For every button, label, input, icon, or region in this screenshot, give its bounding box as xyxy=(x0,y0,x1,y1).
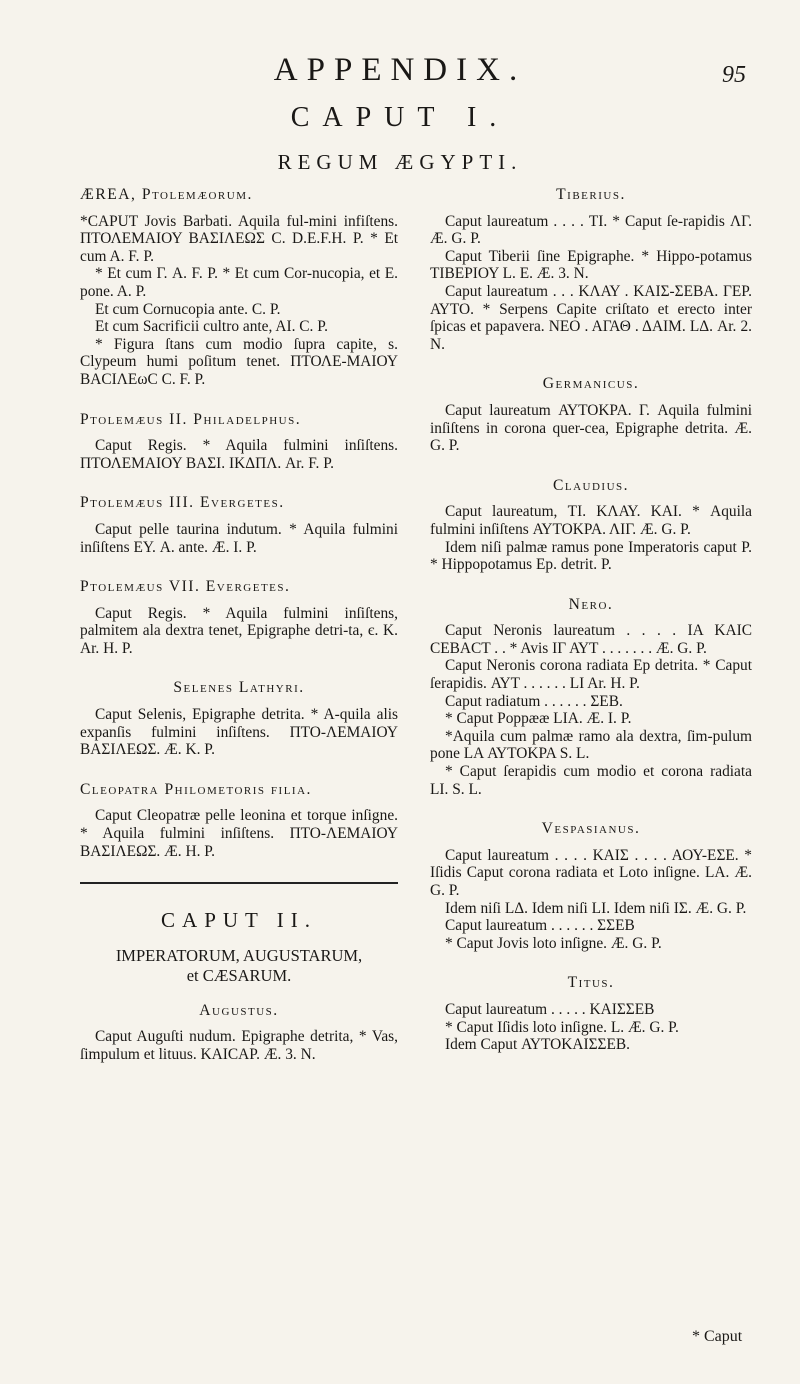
section-heading-nero: Nero. xyxy=(568,595,614,613)
entry-paragraph: Caput Neronis laureatum . . . . ΙΑ ΚΑΙC CEBACT . . * Avis ΙΓ ΑΥΤ . . . . . . . Æ. G. P. xyxy=(430,622,752,657)
entry-paragraph: * Caput Jovis loto inſigne. Æ. G. P. xyxy=(445,934,662,952)
section-heading-aerea: ÆREA, Ptolemæorum. xyxy=(80,186,253,203)
section-heading-cleopatra: Cleopatra Philometoris filia. xyxy=(80,780,312,798)
section-heading-titus: Titus. xyxy=(567,974,615,992)
right-column xyxy=(430,186,752,1054)
section-heading-vespasianus: Vespasianus. xyxy=(541,820,641,838)
running-title: APPENDIX. xyxy=(273,52,527,88)
catchword: * Caput xyxy=(692,1328,743,1345)
entry-paragraph: *Aquila cum palmæ ramo ala dextra, ſim-pulum pone LA ΑΥΤΟΚΡΑ S. L. xyxy=(430,727,752,763)
entry-paragraph: Idem Caput ΑΥΤΟΚΑΙΣΣΕΒ. xyxy=(445,1036,630,1054)
section-heading-ptolemaeus-iii: Ptolemæus III. Evergetes. xyxy=(80,494,285,512)
page-number: 95 xyxy=(722,62,746,88)
entry-paragraph: Caput laureatum, ΤΙ. ΚΛΑΥ. ΚΑΙ. * Aquila fulmini inſiſtens ΑΥΤΟΚΡΑ. ΛΙΓ. Æ. G. P. xyxy=(430,503,752,538)
entry-paragraph: * Caput ſerapidis cum modio et corona radiata LI. S. L. xyxy=(430,763,752,798)
entry-paragraph: Caput pelle taurina indutum. * Aquila fulmini inſiſtens ΕΥ. A. ante. Æ. I. P. xyxy=(80,520,398,556)
section-heading-claudius: Claudius. xyxy=(552,476,630,494)
entry-paragraph: Caput Tiberii ſine Epigraphe. * Hippo-potamus ΤΙΒΕΡΙΟΥ L. E. Æ. 3. N. xyxy=(430,247,752,283)
section-heading-tiberius: Tiberius. xyxy=(556,186,626,203)
entry-paragraph: Caput laureatum . . . . ΚΑΙΣ . . . . ΑΟΥ-ΕΣΕ. * Iſidis Caput corona radiata et Loto inſigne. LA. Æ. G. P. xyxy=(430,846,752,899)
section-heading-augustus: Augustus. xyxy=(199,1001,279,1019)
entry-paragraph: Et cum Cornucopia ante. C. P. xyxy=(95,300,281,318)
entry-paragraph: Caput Neronis corona radiata Ep detrita. * Caput ſerapidis. ΑΥΤ . . . . . . LI Ar. H. P. xyxy=(430,657,752,693)
chapter-ii-subtitle-line1: IMPERATORUM, AUGUSTARUM, xyxy=(115,945,363,965)
section-heading-selenes: Selenes Lathyri. xyxy=(173,679,305,697)
chapter-ii-title: CAPUT II. xyxy=(161,908,317,933)
entry-paragraph: Caput laureatum . . . . . ΚΑΙΣΣΕΒ xyxy=(445,1000,655,1018)
entry-paragraph: Caput laureatum . . . ΚΛΑΥ . ΚΑΙΣ-ΣΕΒΑ. ΓΕΡ. ΑΥΤΟ. * Serpens Capite criſtato et erecto inter ſpicas et papavera. ΝΕΟ . ΑΓΑΘ . ΔΑΙΜ. LΔ. Ar. 2. N. xyxy=(430,282,752,353)
entry-paragraph: * Caput Iſidis loto inſigne. L. Æ. G. P. xyxy=(445,1018,679,1036)
entry-paragraph: Caput Regis. * Aquila fulmini inſiſtens, palmitem ala dextra tenet, Epigraphe detri-ta, є. K. Ar. H. P. xyxy=(80,604,398,657)
entry-paragraph: * Figura ſtans cum modio ſupra capite, s. Clypeum humi poſitum tenet. ΠΤΟΛΕ-ΜΑΙΟΥ ΒΑCIΛΕωC C. F. P. xyxy=(80,335,398,388)
entry-paragraph: Et cum Sacrificii cultro ante, AI. C. P. xyxy=(95,318,328,336)
entry-paragraph: Caput Cleopatræ pelle leonina et torque inſigne. * Aquila fulmini inſiſtens. ΠΤΟ-ΛΕΜΑΙΟΥ ΒΑΣΙΛΕΩΣ. Æ. H. P. xyxy=(80,807,398,860)
entry-paragraph: Caput laureatum . . . . . . ΣΣΕΒ xyxy=(445,917,635,935)
entry-paragraph: Caput Auguſti nudum. Epigraphe detrita, * Vas, ſimpulum et lituus. ΚΑΙCΑΡ. Æ. 3. N. xyxy=(80,1028,398,1063)
entry-paragraph: Caput Selenis, Epigraphe detrita. * A-quila alis expanſis fulmini inſiſtens. ΠΤΟ-ΛΕΜΑΙΟΥ ΒΑΣΙΛΕΩΣ. Æ. K. P. xyxy=(80,706,398,759)
entry-paragraph: Idem niſi palmæ ramus pone Imperatoris caput P. * Hippopotamus Ep. detrit. P. xyxy=(430,538,752,574)
chapter-divider-rule xyxy=(80,882,398,884)
chapter-ii-subtitle-line2: et CÆSARUM. xyxy=(186,965,292,985)
entry-paragraph: * Et cum Γ. A. F. P. * Et cum Cor-nucopia, et E. pone. A. P. xyxy=(80,265,398,300)
entry-paragraph: Caput laureatum . . . . ΤΙ. * Caput ſe-rapidis ΛΓ. Æ. G. P. xyxy=(430,212,752,248)
section-heading-germanicus: Germanicus. xyxy=(542,375,640,393)
entry-paragraph: Caput laureatum ΑΥΤΟΚΡΑ. Γ. Aquila fulmini inſiſtens in corona quer-cea, Epigraphe detrita. Æ. G. P. xyxy=(430,401,752,455)
chapter-title: CAPUT I. xyxy=(290,102,510,133)
entry-paragraph: * Caput Poppææ LIA. Æ. I. P. xyxy=(445,710,632,728)
section-heading-ptolemaeus-vii: Ptolemæus VII. Evergetes. xyxy=(80,578,291,596)
entry-paragraph: Caput radiatum . . . . . . ΣΕΒ. xyxy=(445,692,623,710)
entry-paragraph: *CAPUT Jovis Barbati. Aquila ful-mini infiſtens. ΠΤΟΛΕΜΑΙΟΥ ΒΑΣΙΛΕΩΣ C. D.E.F.H. P. * Et cum A. F. P. xyxy=(80,212,398,265)
entry-paragraph: Caput Regis. * Aquila fulmini inſiſtens. ΠΤΟΛΕΜΑΙΟΥ ΒΑΣΙ. ΙΚΔΠΛ. Ar. F. P. xyxy=(80,437,398,472)
left-column xyxy=(80,186,398,1064)
section-heading-ptolemaeus-ii: Ptolemæus II. Philadelphus. xyxy=(80,410,302,428)
chapter-subtitle: REGUM ÆGYPTI. xyxy=(277,150,523,174)
entry-paragraph: Idem niſi LΔ. Idem niſi LI. Idem niſi ΙΣ. Æ. G. P. xyxy=(445,899,747,917)
